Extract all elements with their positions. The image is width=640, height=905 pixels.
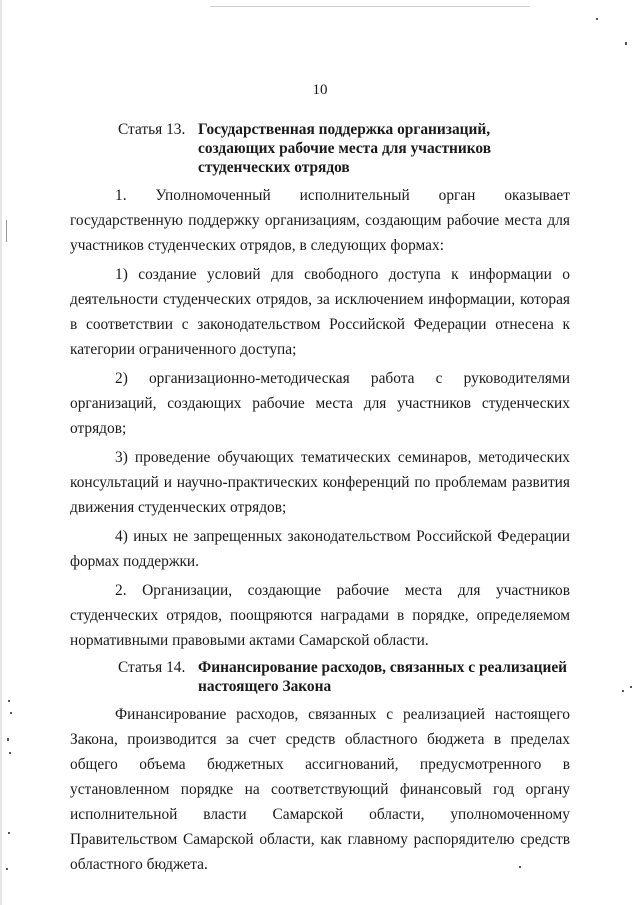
- article-14-label: Статья 14.: [118, 659, 186, 676]
- scan-speck: [622, 690, 624, 692]
- article-13-heading: [70, 120, 570, 177]
- article-13-paragraph: 2) организационно-методическая работа с руководителями организаций, создающих рабочие места для участников студенческих отрядов;: [70, 370, 570, 437]
- scan-speck: [6, 868, 8, 870]
- scan-speck: [8, 700, 10, 702]
- scan-speck: [8, 832, 10, 834]
- article-13-paragraph: 1. Уполномоченный исполнительный орган оказывает государственную поддержку организациям, создающим рабочие места для участников студенческих отрядов, в следующих формах:: [70, 187, 570, 254]
- article-13-title: Государственная поддержка организаций, создающих рабочие места для участников студенческих отрядов: [198, 121, 492, 176]
- scan-speck: [596, 18, 598, 20]
- scan-top-rule: [210, 6, 530, 7]
- scan-speck: [630, 686, 632, 688]
- article-14-heading: [70, 658, 570, 696]
- article-13-paragraph: 3) проведение обучающих тематических семинаров, методических консультаций и научно-практических конференций по проблемам развития движения студенческих отрядов;: [70, 449, 570, 516]
- scan-speck: [6, 220, 7, 242]
- scan-speck: [625, 42, 627, 45]
- scan-speck: [519, 866, 521, 868]
- scan-left-edge: [0, 0, 2, 905]
- article-13-paragraph: 1) создание условий для свободного доступа к информации о деятельности студенческих отрядов, за исключением информации, которая в соответствии с законодательством Российской Федерации отнесена к категории ограниченного доступа;: [70, 266, 570, 358]
- article-13-paragraph: 4) иных не запрещенных законодательством Российской Федерации формах поддержки.: [70, 528, 570, 570]
- article-14-paragraph: Финансирование расходов, связанных с реализацией настоящего Закона, производится за счет средств областного бюджета в пределах общего объема бюджетных ассигнований, предусмотренного в установленном порядке на соответствующий финансовый год органу исполнительной власти Самарской области, уполномоченному Правительством Самарской области, как главному распорядителю средств областного бюджета.: [70, 706, 570, 873]
- page-number: 10: [312, 82, 328, 98]
- document-body: [70, 120, 570, 877]
- scan-speck: [7, 738, 9, 741]
- article-13-paragraph: 2. Организации, создающие рабочие места для участников студенческих отрядов, поощряются наградами в порядке, определяемом нормативными правовыми актами Самарской области.: [70, 582, 570, 649]
- article-13-label: Статья 13.: [118, 121, 186, 138]
- scan-speck: [10, 712, 12, 714]
- scan-speck: [9, 752, 11, 754]
- article-14-title: Финансирование расходов, связанных с реализацией настоящего Закона: [198, 659, 568, 695]
